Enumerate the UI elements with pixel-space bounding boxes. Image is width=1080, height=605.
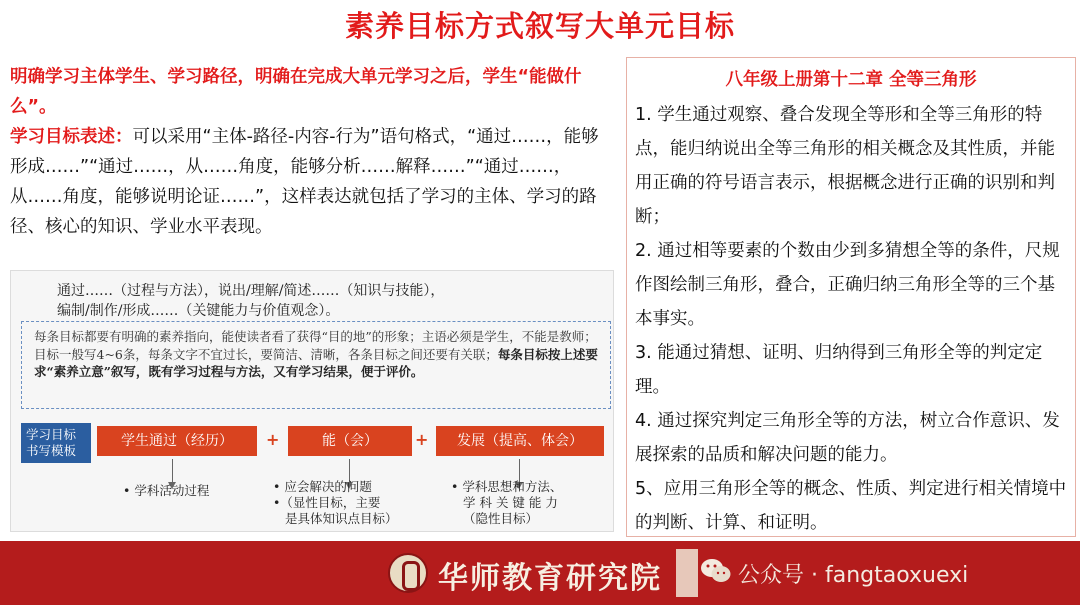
- flow-box-ability: 能（会）: [288, 426, 412, 456]
- sub-problems: [273, 479, 398, 527]
- footer-bar: [0, 541, 1080, 605]
- plus-sign: +: [266, 430, 280, 449]
- page-title: 素养目标方式叙写大单元目标: [344, 9, 735, 43]
- expression-text: 可以采用“主体-路径-内容-行为”语句格式，“通过……，能够形成……”“通过……，从……角度，能够分析……解释……”“通过……，从……角度，能够说明论证……”，这样表达就包括了学习的主体、学习的路径、核心的知识、学业水平表现。: [10, 127, 599, 237]
- notes-text: 每条目标都要有明确的素养指向，能使读者看了获得“目的地”的形象；主语必须是学生，不能是教师；目标一般写4~6条，每条文字不宜过长，要简洁、清晰，各条目标之间还要有关联；: [34, 329, 597, 362]
- goal-item: 1. 学生通过观察、叠合发现全等形和全等三角形的特点，能归纳说出全等三角形的相关概念及其性质，并能用正确的符号语言表示，根据概念进行正确的识别和判断；: [635, 105, 1055, 227]
- sub-problems-line: • 应会解决的问题: [273, 479, 372, 494]
- notes-emphasis: 每条目标按上述要求“素养立意”叙写，既有学习过程与方法，又有学习结果，便于评价。: [34, 346, 598, 379]
- template-sentence: [57, 281, 607, 321]
- example-heading: 八年级上册第十二章 全等三角形: [725, 70, 977, 90]
- example-goal-list: [635, 98, 1071, 540]
- official-account-handle: 公众号 · fangtaoxuexi: [738, 563, 969, 588]
- sub-thinking-line: （隐性目标）: [463, 511, 539, 526]
- expression-label: 学习目标表述：: [10, 127, 133, 147]
- template-panel: [10, 270, 614, 532]
- sub-activity: • 学科活动过程: [123, 483, 210, 498]
- sub-thinking-line: • 学科思想和方法、: [451, 479, 563, 494]
- flow-box-experience: 学生通过（经历）: [97, 426, 257, 456]
- institute-name: 华师教育研究院: [438, 561, 662, 596]
- template-sentence-line: 编制/制作/形成……（关键能力与价值观念）。: [57, 303, 340, 319]
- wechat-icon: [700, 557, 732, 585]
- sub-problems-line: •（显性目标，主要: [273, 495, 381, 510]
- template-label: 学习目标书写模板: [21, 423, 91, 463]
- example-panel: [626, 57, 1076, 537]
- template-notes: [21, 321, 611, 409]
- goal-item: 3. 能通过猜想、证明、归纳得到三角形全等的判定定理。: [635, 343, 1043, 397]
- template-sentence-line: 通过……（过程与方法），说出/理解/简述……（知识与技能），: [57, 283, 445, 299]
- flow-box-development: 发展（提高、体会）: [436, 426, 604, 456]
- seal-stamp-icon: [676, 549, 698, 597]
- sub-thinking: [451, 479, 562, 527]
- goal-item: 4. 通过探究判定三角形全等的方法，树立合作意识、发展探索的品质和解决问题的能力。: [635, 411, 1060, 465]
- intro-text: 明确学习主体学生、学习路径，明确在完成大单元学习之后，学生“能做什么”。: [10, 67, 582, 117]
- goal-item: 2. 通过相等要素的个数由少到多猜想全等的条件，尺规作图绘制三角形，叠合，正确归纳三角形全等的三个基本事实。: [635, 241, 1060, 329]
- left-description: [10, 62, 610, 242]
- plus-sign: +: [415, 430, 429, 449]
- sub-problems-line: 是具体知识点目标）: [285, 511, 398, 526]
- sub-thinking-line: 学 科 关 键 能 力: [463, 495, 558, 510]
- goal-item: 5、应用三角形全等的概念、性质、判定进行相关情境中的判断、计算、和证明。: [635, 479, 1067, 533]
- institute-logo-icon: [388, 553, 428, 593]
